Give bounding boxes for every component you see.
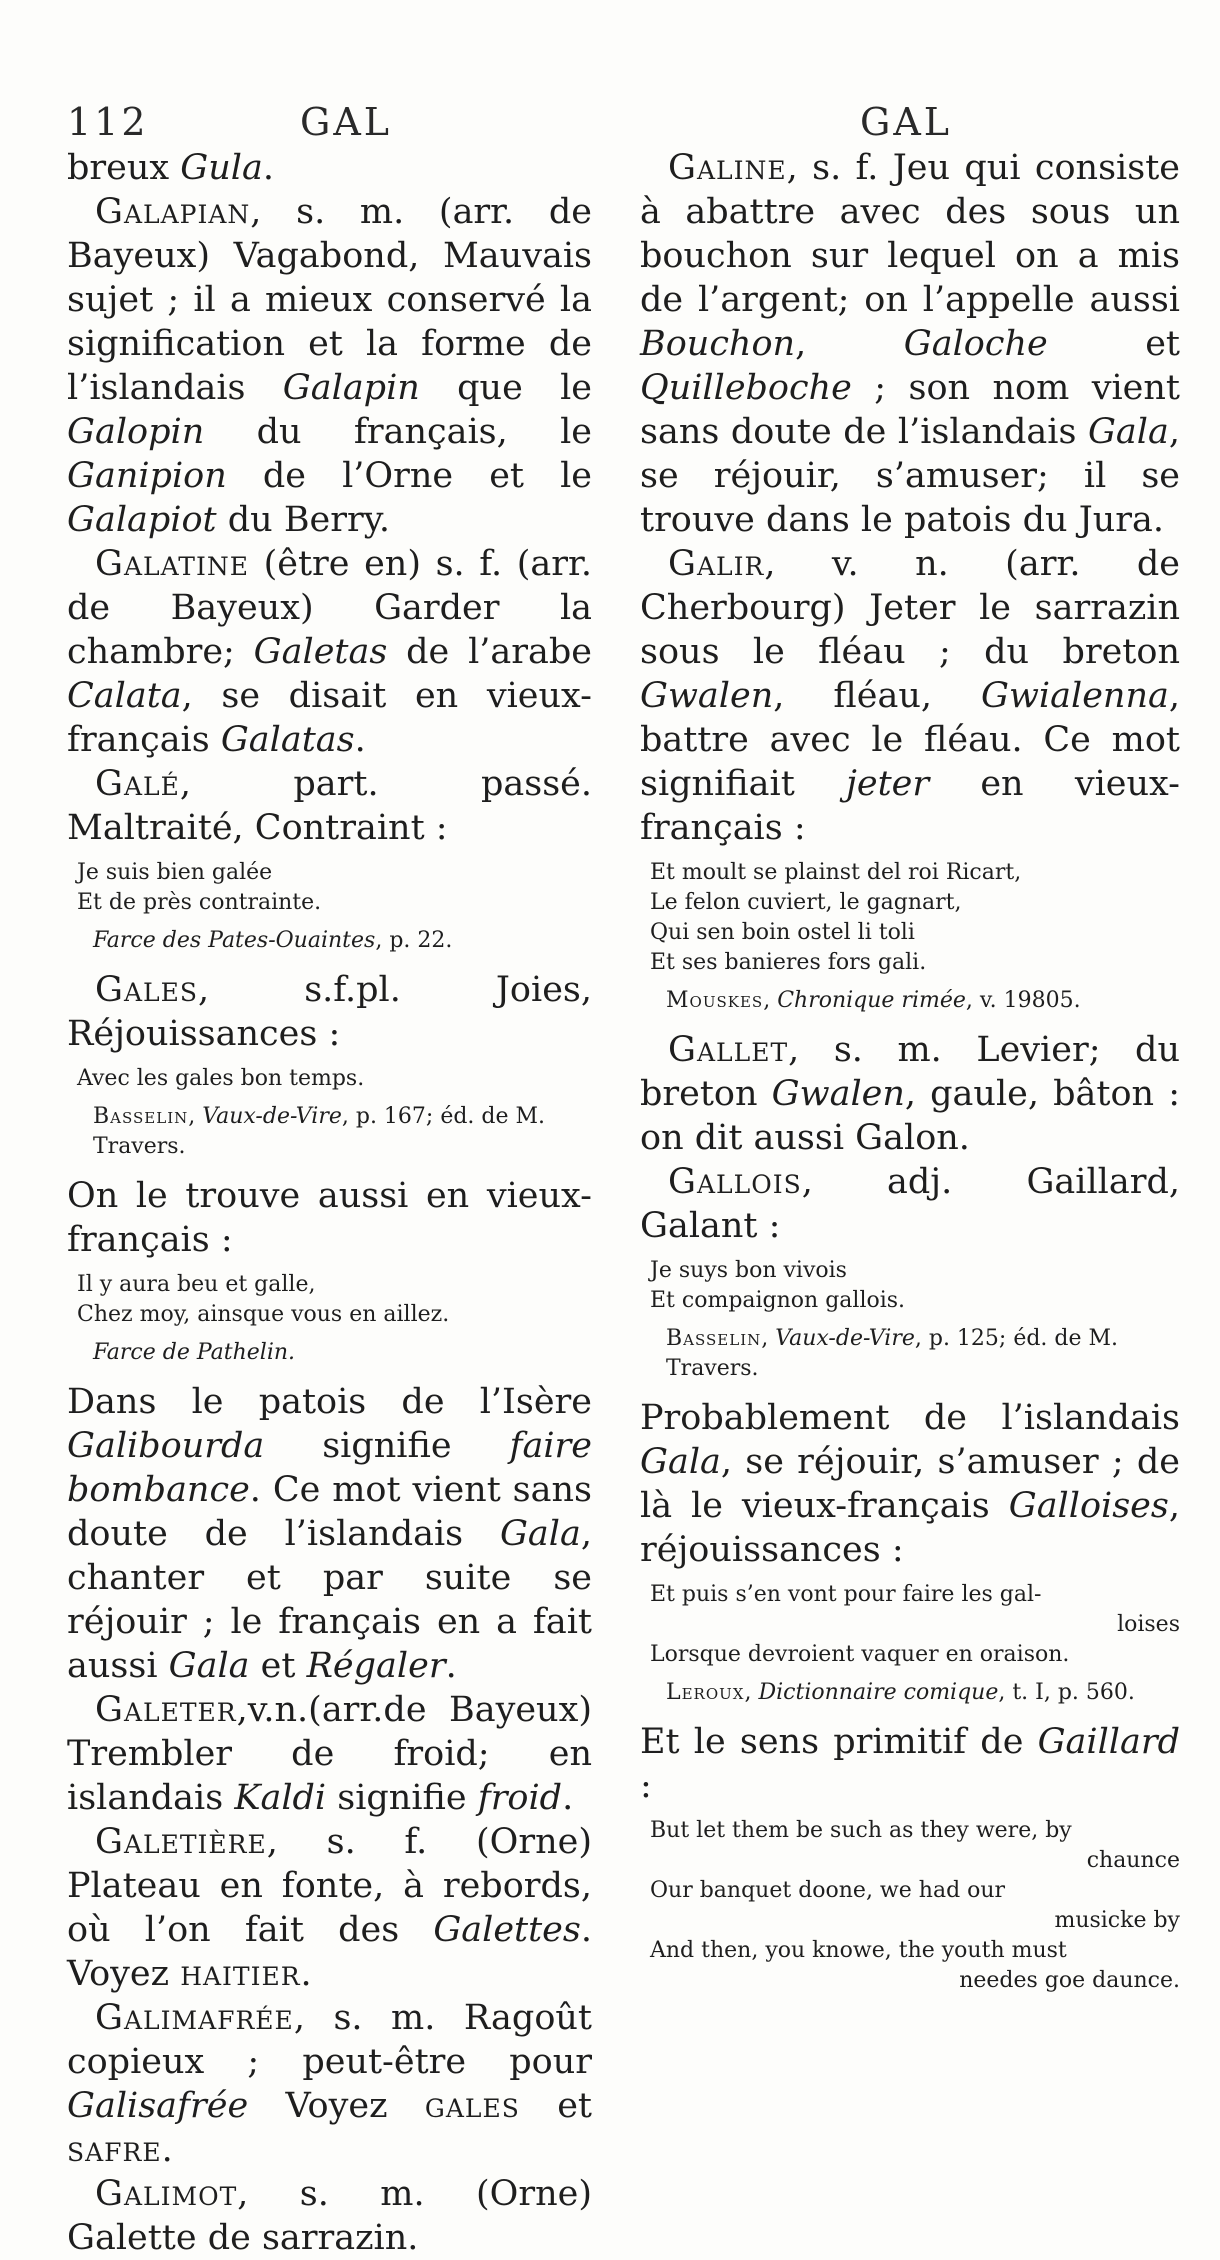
headword: Gallois (668, 1162, 802, 1202)
entry-gales: Gales, s.f.pl. Joies, Réjouissances : (67, 970, 592, 1054)
quotation: Je suys bon vivois Et compaignon gallois. (650, 1258, 906, 1313)
paragraph: Et le sens primitif de Gaillard : (640, 1722, 1180, 1806)
headword: Galimot (95, 2174, 238, 2214)
entry-galapian: Galapian, s. m. (arr. de Bayeux) Vagabond, Mauvais sujet ; il a mieux conservé la signification et la forme de l’islandais Galapin que le Galopin du français, le Ganipion de l’Orne et le Galapiot du Berry. (67, 192, 592, 540)
quotation: Il y aura beu et galle, Chez moy, ainsque vous en aillez. (77, 1272, 450, 1327)
headword: Gallet (668, 1030, 789, 1070)
headword: Galir (668, 544, 765, 584)
entry-gallet: Gallet, s. m. Levier; du breton Gwalen, gaule, bâton : on dit aussi Galon. (640, 1030, 1180, 1158)
quotation: But let them be such as they were, by chaunce Our banquet doone, we had our musicke by And then, you knowe, the youth must needes goe daunce. (650, 1818, 1180, 1993)
citation: Basselin, Vaux-de-Vire, p. 125; éd. de M. Travers. (666, 1326, 1119, 1381)
citation: Mouskes, Chronique rimée, v. 19805. (666, 988, 1081, 1013)
headword: Galetière (95, 1822, 267, 1862)
entry-galir: Galir, v. n. (arr. de Cherbourg) Jeter le sarrazin sous le fléau ; du breton Gwalen, fléau, Gwialenna, battre avec le fléau. Ce mot signifiait jeter en vieux-français : (640, 544, 1180, 848)
headword: Galine (668, 148, 787, 188)
paragraph: Probablement de l’islandais Gala, se réjouir, s’amuser ; de là le vieux-français Galloises, réjouissances : (640, 1398, 1180, 1570)
entry-continuation: breux Gula. (67, 148, 274, 188)
entry-galetiere: Galetière, s. f. (Orne) Plateau en fonte, à rebords, où l’on fait des Galettes. Voyez haitier. (67, 1822, 592, 1994)
quotation: Je suis bien galée Et de près contrainte. (77, 860, 322, 915)
cross-reference: haitier (180, 1954, 301, 1994)
left-running-head: GAL (300, 100, 393, 144)
quotation: Avec les gales bon temps. (77, 1066, 365, 1091)
citation: Farce des Pates-Ouaintes, p. 22. (93, 928, 453, 953)
entry-galimafree: Galimafrée, s. m. Ragoût copieux ; peut-être pour Galisafrée Voyez gales et safre. (67, 1998, 592, 2170)
right-column (640, 146, 1180, 2004)
headword: Galeter (95, 1690, 237, 1730)
left-column (67, 146, 592, 2260)
headword: Galapian (95, 192, 251, 232)
entry-galeter: Galeter,v.n.(arr.de Bayeux) Trembler de froid; en islandais Kaldi signifie froid. (67, 1690, 592, 1818)
right-running-head: GAL (860, 100, 953, 144)
citation: Leroux, Dictionnaire comique, t. I, p. 560. (666, 1680, 1135, 1705)
entry-galine: Galine, s. f. Jeu qui consiste à abattre avec des sous un bouchon sur lequel on a mis de l’argent; on l’appelle aussi Bouchon, Galoche et Quilleboche ; son nom vient sans doute de l’islandais Gala, se réjouir, s’amuser; il se trouve dans le patois du Jura. (640, 148, 1180, 540)
entry-galatine: Galatine (être en) s. f. (arr. de Bayeux) Garder la chambre; Galetas de l’arabe Calata, se disait en vieux-français Galatas. (67, 544, 592, 760)
entry-gallois: Gallois, adj. Gaillard, Galant : (640, 1162, 1180, 1246)
headword: Gales (95, 970, 198, 1010)
paragraph: Dans le patois de l’Isère Galibourda signifie faire bombance. Ce mot vient sans doute de l’islandais Gala, chanter et par suite se réjouir ; le français en a fait aussi Gala et Régaler. (67, 1382, 592, 1686)
citation: Farce de Pathelin. (93, 1340, 296, 1365)
cross-reference: gales (424, 2086, 520, 2126)
entry-galimot: Galimot, s. m. (Orne) Galette de sarrazin. (67, 2174, 592, 2258)
quotation: Et moult se plainst del roi Ricart, Le felon cuviert, le gagnart, Qui sen boin ostel li toli Et ses banieres fors gali. (650, 860, 1022, 975)
paragraph: On le trouve aussi en vieux-français : (67, 1176, 592, 1260)
citation: Basselin, Vaux-de-Vire, p. 167; éd. de M. Travers. (93, 1104, 546, 1159)
page-number: 112 (67, 100, 149, 144)
headword: Galatine (95, 544, 249, 584)
cross-reference: safre (67, 2130, 162, 2170)
headword: Galé (95, 764, 180, 804)
headword: Galimafrée (95, 1998, 294, 2038)
entry-gale: Galé, part. passé. Maltraité, Contraint : (67, 764, 592, 848)
quotation: Et puis s’en vont pour faire les gal- loises Lorsque devroient vaquer en oraison. (650, 1582, 1180, 1667)
